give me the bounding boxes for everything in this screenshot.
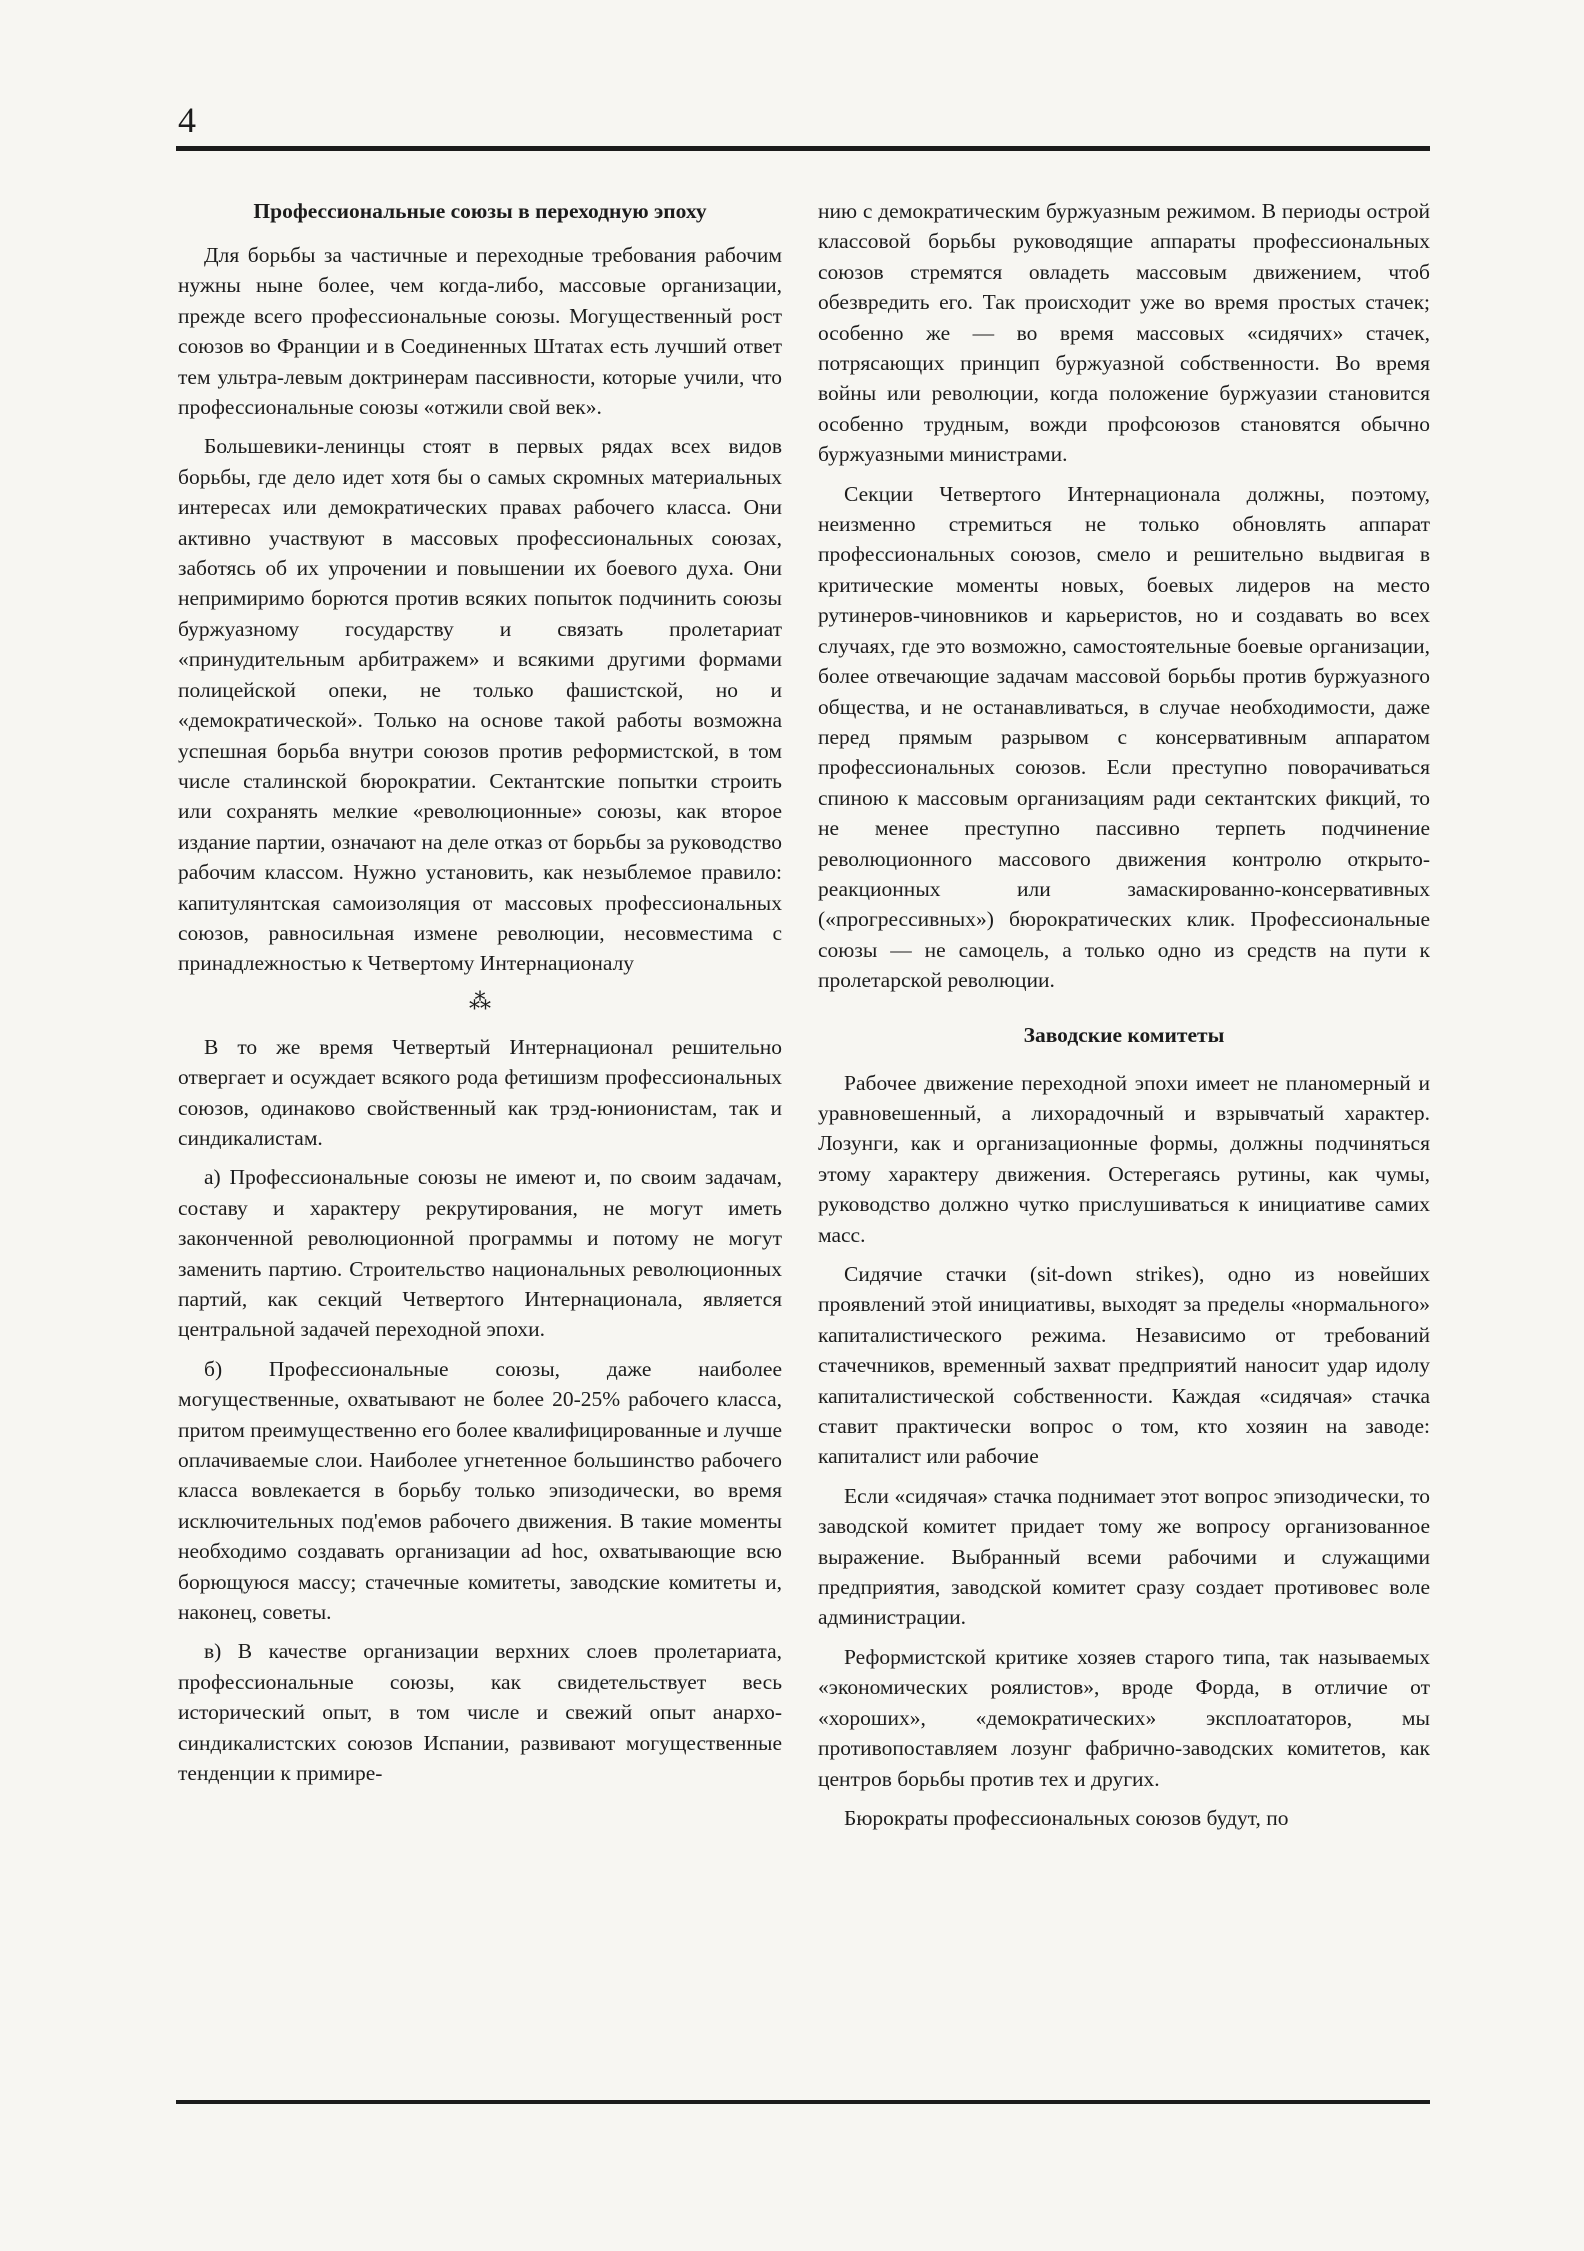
section-heading: Профессиональные союзы в переходную эпоху — [253, 199, 707, 223]
paragraph: Рабочее движение переходной эпохи имеет не планомерный и уравновешенный, а лихорадочный и взрывчатый характер. Лозунги, как и организационные формы, должны подчиняться этому характеру движения. Остерегаясь рутины, как чумы, руководство должно чутко прислушиваться к инициативе самих масс. — [818, 1070, 1430, 1247]
footer-rule — [176, 2100, 1430, 2104]
asterism-separator: ⁂ — [469, 988, 491, 1014]
paragraph: а) Профессиональные союзы не имеют и, по своим задачам, составу и характеру рекрутирования, не могут иметь законченной революционной программы и потому не могут заменить партию. Строительство национальных революционных партий, как секций Четвертого Интернационала, является центральной задачей переходной эпохи. — [178, 1165, 782, 1342]
paragraph: б) Профессиональные союзы, даже наиболее могущественные, охватывают не более 20-25% рабочего класса, притом преимущественно его более квалифицированные и лучше оплачиваемые слои. Наиболее угнетенное большинство рабочего класса вовлекается в борьбу только эпизодически, во время исключительных под'емов рабочего движения. В такие моменты необходимо создавать организации ad hoc, охватывающие всю борющуюся массу; стачечные комитеты, заводские комитеты и, наконец, советы. — [178, 1356, 782, 1625]
page-number: 4 — [178, 100, 196, 140]
paragraph: Реформистской критике хозяев старого типа, так называемых «экономических роялистов», вроде Форда, в отличие от «хороших», «демократических» эксплоататоров, мы противопоставляем лозунг фабрично-заводских комитетов, как центров борьбы против тех и других. — [818, 1644, 1430, 1791]
right-column — [818, 196, 1430, 1842]
paragraph: Большевики-ленинцы стоят в первых рядах всех видов борьбы, где дело идет хотя бы о самых скромных материальных интересах или демократических правах рабочего класса. Они активно участвуют в массовых профессиональных союзах, заботясь об их упрочении и повышении их боевого духа. Они непримиримо борются против всяких попыток подчинить союзы буржуазному государству и связать пролетариат «принудительным арбитражем» и всякими другими формами полицейской опеки, не только фашистской, но и «демократической». Только на основе такой работы возможна успешная борьба внутри союзов против реформистской, в том числе сталинской бюрократии. Сектантские попытки строить или сохранять мелкие «революционные» союзы, как второе издание партии, означают на деле отказ от борьбы за руководство рабочим классом. Нужно установить, как незыблемое правило: капитулянтская самоизоляция от массовых профессиональных союзов, равносильная измене революции, несовместима с принадлежностью к Четвертому Интернационалу — [178, 434, 782, 976]
left-column — [178, 196, 782, 1798]
paragraph: Для борьбы за частичные и переходные требования рабочим нужны ныне более, чем когда-либо, массовые организации, прежде всего профессиональные союзы. Могущественный рост союзов во Франции и в Соединенных Штатах есть лучший ответ тем ультра-левым доктринерам пассивности, которые учили, что профессиональные союзы «отжили свой век». — [178, 243, 782, 420]
paragraph: Секции Четвертого Интернационала должны, поэтому, неизменно стремиться не только обновлять аппарат профессиональных союзов, смело и решительно выдвигая в критические моменты новых, боевых лидеров на место рутинеров-чиновников и карьеристов, но и создавать во всех случаях, где это возможно, самостоятельные боевые организации, более отвечающие задачам массовой борьбы против буржуазного общества, и не останавливаться, в случае необходимости, даже перед прямым разрывом с консервативным аппаратом профессиональных союзов. Если преступно поворачиваться спиною к массовым организациям ради сектантских фикций, то не менее преступно пассивно терпеть подчинение революционного массового движения контролю открыто-реакционных или замаскированно-консервативных («прогрессивных») бюрократических клик. Профессиональные союзы — не самоцель, а только одно из средств на пути к пролетарской революции. — [818, 481, 1430, 993]
paragraph: Если «сидячая» стачка поднимает этот вопрос эпизодически, то заводской комитет придает тому же вопросу организованное выражение. Выбранный всеми рабочими и служащими предприятия, заводской комитет сразу создает противовес воле администрации. — [818, 1483, 1430, 1630]
paragraph: Бюрократы профессиональных союзов будут, по — [844, 1805, 1289, 1830]
header-rule — [176, 146, 1430, 151]
paragraph: В то же время Четвертый Интернационал решительно отвергает и осуждает всякого рода фетишизм профессиональных союзов, одинаково свойственный как трэд-юнионистам, так и синдикалистам. — [178, 1034, 782, 1150]
paragraph-continued: нию с демократическим буржуазным режимом. В периоды острой классовой борьбы руководящие аппараты профессиональных союзов стремятся овладеть массовым движением, чтоб обезвредить его. Так происходит уже во время простых стачек; особенно же — во время массовых «сидячих» стачек, потрясающих принцип буржуазной собственности. Во время войны или революции, когда положение буржуазии становится особенно трудным, вожди профсоюзов становятся обычно буржуазными министрами. — [818, 199, 1430, 467]
paragraph: Сидячие стачки (sit-down strikes), одно из новейших проявлений этой инициативы, выходят за пределы «нормального» капиталистического режима. Независимо от требований стачечников, временный захват предприятий наносит удар идолу капиталистической собственности. Каждая «сидячая» стачка ставит практически вопрос о том, кто хозяин на заводе: капиталист или рабочие — [818, 1262, 1430, 1469]
section-subheading: Заводские комитеты — [1023, 1022, 1225, 1047]
paragraph: в) В качестве организации верхних слоев пролетариата, профессиональные союзы, как свидетельствует весь исторический опыт, в том числе и свежий опыт анархо-синдикалистских союзов Испании, развивают могущественные тенденции к примире- — [178, 1639, 782, 1786]
